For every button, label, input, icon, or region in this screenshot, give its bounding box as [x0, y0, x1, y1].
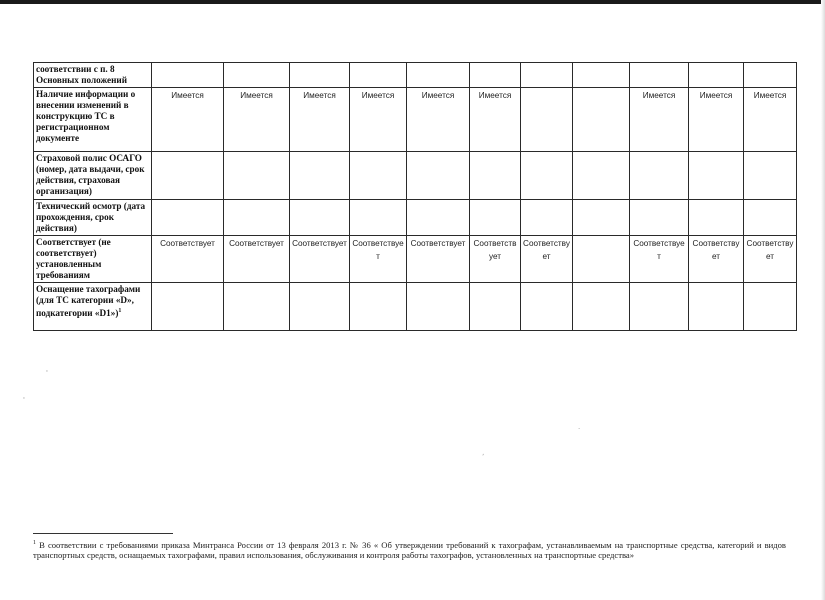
table-cell: [689, 63, 744, 88]
row-label-text: Наличие информации о внесении изменений в конструкцию ТС в регистрационном документе: [36, 89, 136, 143]
table-cell: Соответствует: [350, 236, 407, 283]
table-cell: [290, 200, 350, 236]
table-cell: [689, 200, 744, 236]
table-cell: Соответствует: [470, 236, 521, 283]
table-cell: [350, 63, 407, 88]
table-cell: Имеется: [224, 88, 290, 152]
table-cell: Имеется: [630, 88, 689, 152]
table-cell: Имеется: [350, 88, 407, 152]
table-cell: [290, 63, 350, 88]
table-cell: [152, 63, 224, 88]
scan-speck: ': [46, 369, 48, 377]
table-cell: [470, 200, 521, 236]
table-cell: [350, 152, 407, 200]
row-label: [34, 236, 152, 283]
table-cell: [521, 63, 573, 88]
table-cell: Соответствует: [689, 236, 744, 283]
table-cell: [521, 283, 573, 331]
table-row: [34, 152, 797, 200]
table-cell: [573, 283, 630, 331]
table-cell: [350, 283, 407, 331]
table-cell: [152, 283, 224, 331]
table-cell: Соответствует: [224, 236, 290, 283]
table-cell: [470, 63, 521, 88]
row-label-text: Соответствует (не соответствует) установленным требованиям: [36, 237, 111, 280]
table-cell: [630, 63, 689, 88]
table-cell: [407, 63, 470, 88]
table-row: [34, 283, 797, 331]
table-cell: [744, 283, 797, 331]
table-cell: [224, 283, 290, 331]
table-cell: [573, 88, 630, 152]
row-label: [34, 88, 152, 152]
table-row: [34, 63, 797, 88]
table-cell: [152, 152, 224, 200]
scan-speck: ʼ: [482, 453, 485, 461]
scan-speck: ': [23, 396, 25, 404]
table-cell: [290, 283, 350, 331]
row-label-text: Страховой полис ОСАГО (номер, дата выдачи, срок действия, страховая организация): [36, 153, 145, 196]
footnote-text: В соответствии с требованиями приказа Минтранса России от 13 февраля 2013 г. № 36 « Об утверждении требований к тахографам, устанавливаемым на транспортные средства, категорий и видов транспортных средств, оснащаемых тахографами, правил использования, обслуживания и контроля работы тахографов, установленных на транспортные средства»: [33, 539, 786, 561]
table-cell: [521, 152, 573, 200]
table-cell: Соответствует: [630, 236, 689, 283]
row-label-text: соответствии с п. 8 Основных положений: [36, 64, 127, 85]
vehicle-register-table: [33, 62, 797, 331]
table-cell: [744, 200, 797, 236]
table-cell: [407, 283, 470, 331]
table-cell: [350, 200, 407, 236]
table-cell: [573, 63, 630, 88]
footnote-separator: [33, 533, 173, 534]
table-cell: Имеется: [689, 88, 744, 152]
table-cell: [224, 200, 290, 236]
table-cell: [152, 200, 224, 236]
row-label: [34, 63, 152, 88]
table-cell: [470, 283, 521, 331]
table-cell: [630, 200, 689, 236]
table-row: [34, 88, 797, 152]
table-cell: Имеется: [470, 88, 521, 152]
table-cell: [521, 88, 573, 152]
row-label: [34, 200, 152, 236]
row-label: [34, 152, 152, 200]
table-cell: [407, 200, 470, 236]
table-cell: Имеется: [290, 88, 350, 152]
table-cell: [744, 63, 797, 88]
scan-edge-top: [0, 0, 825, 4]
table-cell: Имеется: [407, 88, 470, 152]
row-label: [34, 283, 152, 331]
table-cell: [573, 152, 630, 200]
footnote: [33, 538, 786, 561]
scan-edge-right: [821, 0, 825, 600]
table-cell: Соответствует: [744, 236, 797, 283]
table-cell: [689, 283, 744, 331]
table-cell: Имеется: [152, 88, 224, 152]
table-cell: Имеется: [744, 88, 797, 152]
table-cell: [290, 152, 350, 200]
table-cell: Соответствует: [521, 236, 573, 283]
table-cell: [521, 200, 573, 236]
scan-speck: ·: [578, 425, 581, 433]
footnote-marker: 1: [33, 540, 36, 546]
table-row: [34, 200, 797, 236]
row-label-footnote-ref: 1: [118, 308, 122, 314]
table-cell: [573, 236, 630, 283]
table-cell: [407, 152, 470, 200]
row-label-text: Технический осмотр (дата прохождения, срок действия): [36, 201, 146, 233]
table-cell: [224, 63, 290, 88]
row-label-text: Оснащение тахографами (для ТС категории «D», подкатегории «D1»): [36, 284, 141, 319]
table-cell: [470, 152, 521, 200]
table-row: [34, 236, 797, 283]
table-cell: [630, 152, 689, 200]
table-cell: [573, 200, 630, 236]
table-cell: Соответствует: [407, 236, 470, 283]
table-cell: Соответствует: [290, 236, 350, 283]
table-cell: Соответствует: [152, 236, 224, 283]
table-cell: [689, 152, 744, 200]
table-cell: [744, 152, 797, 200]
table-cell: [224, 152, 290, 200]
table-cell: [630, 283, 689, 331]
